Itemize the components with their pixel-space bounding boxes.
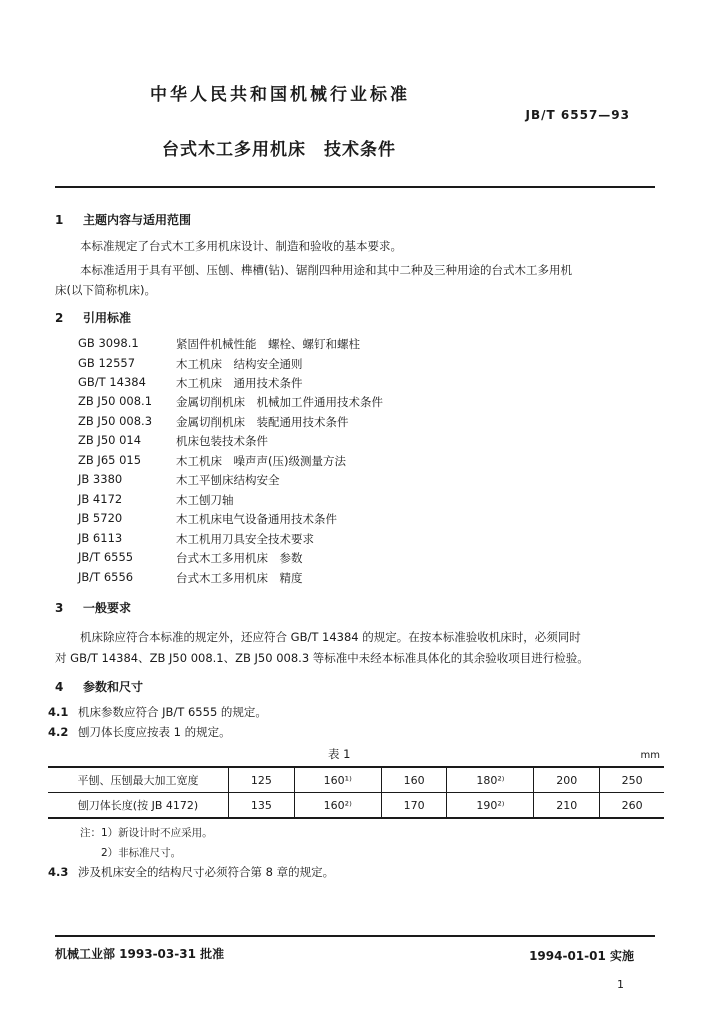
effective-date: 1994-01-01 实施 [529,949,634,963]
reference-code: JB 4172 [78,492,123,506]
clause-4-1 [48,704,267,720]
standard-code: JB/T 6557—93 [525,108,630,122]
footer-divider [55,935,655,937]
reference-name: 木工机用刀具安全技术要求 [176,532,314,546]
section-title: 参数和尺寸 [83,680,144,694]
section-number: 2 [55,311,64,325]
table-cell: 160 [381,767,447,793]
reference-code: GB 12557 [78,356,136,370]
document-title: 台式木工多用机床 技术条件 [162,140,396,160]
section-4-heading [55,678,143,695]
section-3-paragraph-line-1: 机床除应符合本标准的规定外，还应符合 GB/T 14384 的规定。在按本标准验收机床时，必须同时 [80,630,581,644]
reference-code: JB/T 6555 [78,550,134,564]
table-row [48,793,664,819]
reference-name: 木工机床 结构安全通则 [176,357,303,371]
table-cell: 210 [534,793,600,819]
section-2-heading [55,309,131,326]
reference-code: ZB J65 015 [78,453,142,467]
row-label: 平刨、压刨最大加工宽度 [48,767,229,793]
table-cell: 260 [600,793,664,819]
section-number: 3 [55,601,64,615]
reference-code: JB 6113 [78,531,123,545]
table-unit: mm [640,750,660,761]
clause-text: 涉及机床安全的结构尺寸必须符合第 8 章的规定。 [78,865,335,879]
reference-name: 台式木工多用机床 参数 [176,551,303,565]
section-title: 主题内容与适用范围 [83,213,192,227]
parameter-table [48,766,664,819]
table-cell: 170 [381,793,447,819]
table-cell: 160²⁾ [294,793,381,819]
reference-code: ZB J50 008.3 [78,414,153,428]
reference-code: ZB J50 008.1 [78,394,153,408]
issuing-organization: 中华人民共和国机械行业标准 [150,85,410,105]
section-1-paragraph-1: 本标准规定了台式木工多用机床设计、制造和验收的基本要求。 [80,239,402,253]
section-3-heading [55,599,131,616]
table-caption: 表 1 [328,747,351,761]
table-cell: 135 [229,793,295,819]
reference-name: 木工平刨床结构安全 [176,473,280,487]
reference-name: 台式木工多用机床 精度 [176,571,303,585]
reference-name: 金属切削机床 机械加工件通用技术条件 [176,395,383,409]
table-cell: 190²⁾ [447,793,534,819]
reference-name: 木工刨刀轴 [176,493,234,507]
section-title: 一般要求 [83,601,132,615]
section-number: 4 [55,680,64,694]
reference-name: 紧固件机械性能 螺栓、螺钉和螺柱 [176,337,360,351]
table-cell: 200 [534,767,600,793]
table-cell: 250 [600,767,664,793]
section-title: 引用标准 [83,311,132,325]
clause-number: 4.3 [48,865,69,879]
table-cell: 125 [229,767,295,793]
clause-4-3 [48,864,334,880]
clause-4-2 [48,724,231,740]
table-cell: 160¹⁾ [294,767,381,793]
section-1-paragraph-2-line-1: 本标准适用于具有平刨、压刨、榫槽(钻)、锯削四种用途和其中二种及三种用途的台式木工多用机 [80,263,572,277]
clause-text: 机床参数应符合 JB/T 6555 的规定。 [78,705,267,719]
section-3-paragraph-line-2: 对 GB/T 14384、ZB J50 008.1、ZB J50 008.3 等标准中未经本标准具体化的其余验收项目进行检验。 [55,651,589,665]
reference-code: JB 5720 [78,511,123,525]
reference-name: 木工机床电气设备通用技术条件 [176,512,337,526]
header-divider [55,186,655,188]
reference-name: 机床包装技术条件 [176,434,268,448]
reference-name: 金属切削机床 装配通用技术条件 [176,415,349,429]
reference-code: ZB J50 014 [78,433,142,447]
reference-code: JB 3380 [78,472,123,486]
clause-number: 4.2 [48,725,69,739]
section-1-paragraph-2-line-2: 床(以下简称机床)。 [55,283,156,297]
approval-date: 机械工业部 1993-03-31 批准 [55,947,225,961]
table-row [48,767,664,793]
reference-code: JB/T 6556 [78,570,134,584]
page-number: 1 [617,978,624,991]
reference-name: 木工机床 噪声声(压)级测量方法 [176,454,346,468]
row-label: 刨刀体长度(按 JB 4172) [48,793,229,819]
section-1-heading [55,211,191,228]
reference-code: GB/T 14384 [78,375,146,389]
reference-code: GB 3098.1 [78,336,139,350]
table-note-1: 注：1）新设计时不应采用。 [80,827,213,839]
section-number: 1 [55,213,64,227]
table-cell: 180²⁾ [447,767,534,793]
clause-text: 刨刀体长度应按表 1 的规定。 [78,725,231,739]
table-note-2: 2）非标准尺寸。 [101,847,182,859]
clause-number: 4.1 [48,705,69,719]
reference-name: 木工机床 通用技术条件 [176,376,303,390]
